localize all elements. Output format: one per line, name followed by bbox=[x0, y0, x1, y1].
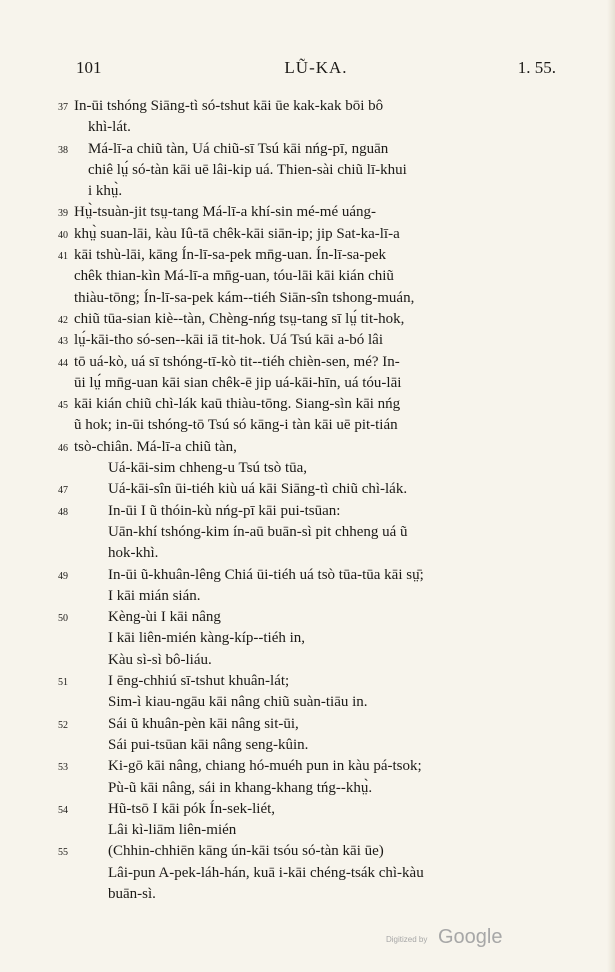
line-text: chiê lṳ́ só-tàn kāi uē lâi-kip uá. Thien-sài chiũ lī-khui bbox=[88, 161, 407, 178]
verse-number: 52 bbox=[58, 719, 68, 731]
text-line bbox=[74, 628, 564, 649]
verse-number: 51 bbox=[58, 677, 68, 689]
running-header bbox=[76, 58, 556, 82]
line-text: thiàu-tōng; Ín-lī-sa-pek kám--tiéh Siān-sîn tshong-muán, bbox=[74, 289, 415, 306]
line-text: Lâi-pun A-pek-láh-hán, kuā i-kāi chéng-tsák chì-kàu bbox=[108, 864, 424, 881]
text-line bbox=[58, 309, 564, 330]
text-line bbox=[58, 245, 564, 266]
line-text: ūi lṳ́ mn̄g-uan kāi sian chêk-ē jip uá-kāi-hīn, uá tóu-lāi bbox=[74, 374, 402, 391]
text-line bbox=[74, 458, 564, 479]
line-text: Hṳ̀-tsuàn-jit tsṳ-tang Má-lī-a khí-sin mé-mé uáng- bbox=[74, 204, 377, 221]
text-line bbox=[58, 799, 564, 820]
text-line bbox=[58, 714, 564, 735]
text-line bbox=[58, 224, 564, 245]
text-line bbox=[74, 692, 564, 713]
text-line bbox=[58, 607, 564, 628]
verse-number: 47 bbox=[58, 485, 68, 497]
digitization-watermark bbox=[386, 926, 516, 950]
page-number: 101 bbox=[76, 58, 102, 77]
text-line bbox=[74, 266, 564, 287]
line-text: I ēng-chhiú sī-tshut khuân-lát; bbox=[108, 673, 290, 690]
text-line bbox=[74, 160, 564, 181]
text-line bbox=[58, 479, 564, 500]
line-text: Uá-kāi-sim chheng-u Tsú tsò tūa, bbox=[108, 460, 308, 477]
line-text: In-ūi tshóng Siāng-tì só-tshut kāi ūe kak-kak bōi bô bbox=[74, 98, 384, 114]
verse-number: 50 bbox=[58, 613, 68, 625]
google-logo: Google bbox=[438, 926, 503, 948]
text-line bbox=[58, 437, 564, 458]
line-text: lṳ́-kāi-tho só-sen--kāi iā tit-hok. Uá Tsú kāi a-bó lâi bbox=[74, 332, 384, 349]
text-line bbox=[74, 650, 564, 671]
text-line bbox=[74, 820, 564, 841]
line-text: tō uá-kò, uá sī tshóng-tī-kò tit--tiéh chièn-sen, mé? In- bbox=[74, 353, 400, 370]
line-text: kāi kián chiũ chì-lák kaū thiàu-tōng. Siang-sìn kāi nńg bbox=[74, 396, 401, 413]
line-text: buān-sì. bbox=[108, 885, 156, 902]
line-text: kāi tshù-lāi, kāng Ín-lī-sa-pek mn̄g-uan. Ín-lī-sa-pek bbox=[74, 247, 386, 264]
line-text: ũ hok; in-ūi tshóng-tō Tsú só kāng-i tàn kāi uē pit-tián bbox=[74, 417, 398, 434]
verse-number: 39 bbox=[58, 208, 68, 220]
text-line bbox=[58, 565, 564, 586]
text-line bbox=[58, 501, 564, 522]
verse-number: 38 bbox=[58, 144, 68, 156]
text-line bbox=[74, 117, 564, 138]
verse-number: 54 bbox=[58, 804, 68, 816]
text-line bbox=[58, 139, 564, 160]
text-line bbox=[74, 863, 564, 884]
text-line bbox=[58, 671, 564, 692]
verse-number: 40 bbox=[58, 229, 68, 241]
line-text: (Chhin-chhiēn kāng ún-kāi tsóu só-tàn kāi ūe) bbox=[108, 843, 384, 860]
text-line bbox=[74, 181, 564, 202]
verse-number: 45 bbox=[58, 400, 68, 412]
chapter-verse-ref: 1. 55. bbox=[517, 58, 556, 77]
line-text: khì-lát. bbox=[88, 119, 131, 136]
line-text: tsò-chiân. Má-lī-a chiũ tàn, bbox=[74, 438, 237, 455]
text-line bbox=[74, 735, 564, 756]
text-line bbox=[74, 415, 564, 436]
text-line bbox=[58, 202, 564, 223]
line-text: chiũ tūa-sian kiè--tàn, Chèng-nńg tsṳ-tang sī lṳ́ tit-hok, bbox=[74, 310, 405, 327]
verse-number: 49 bbox=[58, 570, 68, 582]
text-line bbox=[58, 841, 564, 862]
scripture-text bbox=[58, 96, 564, 905]
text-line bbox=[74, 778, 564, 799]
line-text: In-ūi I ũ thóin-kù nńg-pī kāi pui-tsūan: bbox=[108, 502, 341, 519]
text-line bbox=[74, 373, 564, 394]
line-text: Sái pui-tsūan kāi nâng seng-kûin. bbox=[108, 736, 309, 753]
text-line bbox=[58, 394, 564, 415]
text-line bbox=[74, 884, 564, 905]
verse-number: 41 bbox=[58, 251, 68, 263]
page-edge-shadow bbox=[607, 0, 615, 972]
line-text: hok-khì. bbox=[108, 545, 159, 562]
text-line bbox=[74, 288, 564, 309]
text-line bbox=[74, 543, 564, 564]
verse-number: 48 bbox=[58, 506, 68, 518]
text-line bbox=[58, 330, 564, 351]
text-line bbox=[74, 586, 564, 607]
book-title: LŨ-KA. bbox=[284, 58, 348, 77]
line-text: i khṳ̀. bbox=[88, 183, 123, 200]
line-text: Uān-khí tshóng-kim ín-aū buān-sì pit chheng uá ũ bbox=[108, 523, 408, 540]
text-line bbox=[58, 96, 564, 117]
line-text: Hũ-tsō I kāi pók Ín-sek-liét, bbox=[108, 800, 276, 817]
line-text: Má-lī-a chiũ tàn, Uá chiũ-sī Tsú kāi nńg-pī, nguān bbox=[88, 140, 389, 157]
line-text: Lâi kì-liām liên-mién bbox=[108, 822, 237, 839]
line-text: Kèng-ùi I kāi nâng bbox=[108, 609, 221, 626]
line-text: Kàu sì-sì bô-liáu. bbox=[108, 651, 212, 668]
line-text: I kāi liên-mién kàng-kíp--tiéh in, bbox=[108, 630, 306, 647]
line-text: In-ūi ũ-khuân-lêng Chiá ūi-tiéh uá tsò tūa-tūa kāi sṳ̄; bbox=[108, 566, 424, 583]
line-text: Pù-ũ kāi nâng, sái in khang-khang tńg--khṳ̀. bbox=[108, 779, 373, 796]
text-line bbox=[58, 756, 564, 777]
verse-number: 43 bbox=[58, 336, 68, 348]
watermark-digitized-by: Digitized by bbox=[386, 935, 428, 944]
verse-number: 37 bbox=[58, 102, 68, 113]
verse-number: 46 bbox=[58, 442, 68, 454]
line-text: chêk thian-kìn Má-lī-a mn̄g-uan, tóu-lāi kāi kián chiũ bbox=[74, 268, 394, 285]
line-text: Sim-ì kiau-ngāu kāi nâng chiũ suàn-tiāu in. bbox=[108, 694, 368, 711]
verse-number: 53 bbox=[58, 762, 68, 774]
text-line bbox=[74, 522, 564, 543]
line-text: Sái ũ khuân-pèn kāi nâng sit-ūi, bbox=[108, 715, 299, 732]
line-text: Uá-kāi-sîn ūi-tiéh kiù uá kāi Siāng-tì chiũ chì-lák. bbox=[108, 481, 408, 498]
verse-number: 55 bbox=[58, 847, 68, 859]
line-text: khṳ̀ suan-lāi, kàu Iû-tā chêk-kāi siān-ip; jip Sat-ka-lī-a bbox=[74, 225, 400, 242]
verse-number: 44 bbox=[58, 357, 68, 369]
text-line bbox=[58, 352, 564, 373]
line-text: Ki-gō kāi nâng, chiang hó-muéh pun in kàu pá-tsok; bbox=[108, 758, 422, 775]
line-text: I kāi mián sián. bbox=[108, 587, 201, 604]
verse-number: 42 bbox=[58, 314, 68, 326]
